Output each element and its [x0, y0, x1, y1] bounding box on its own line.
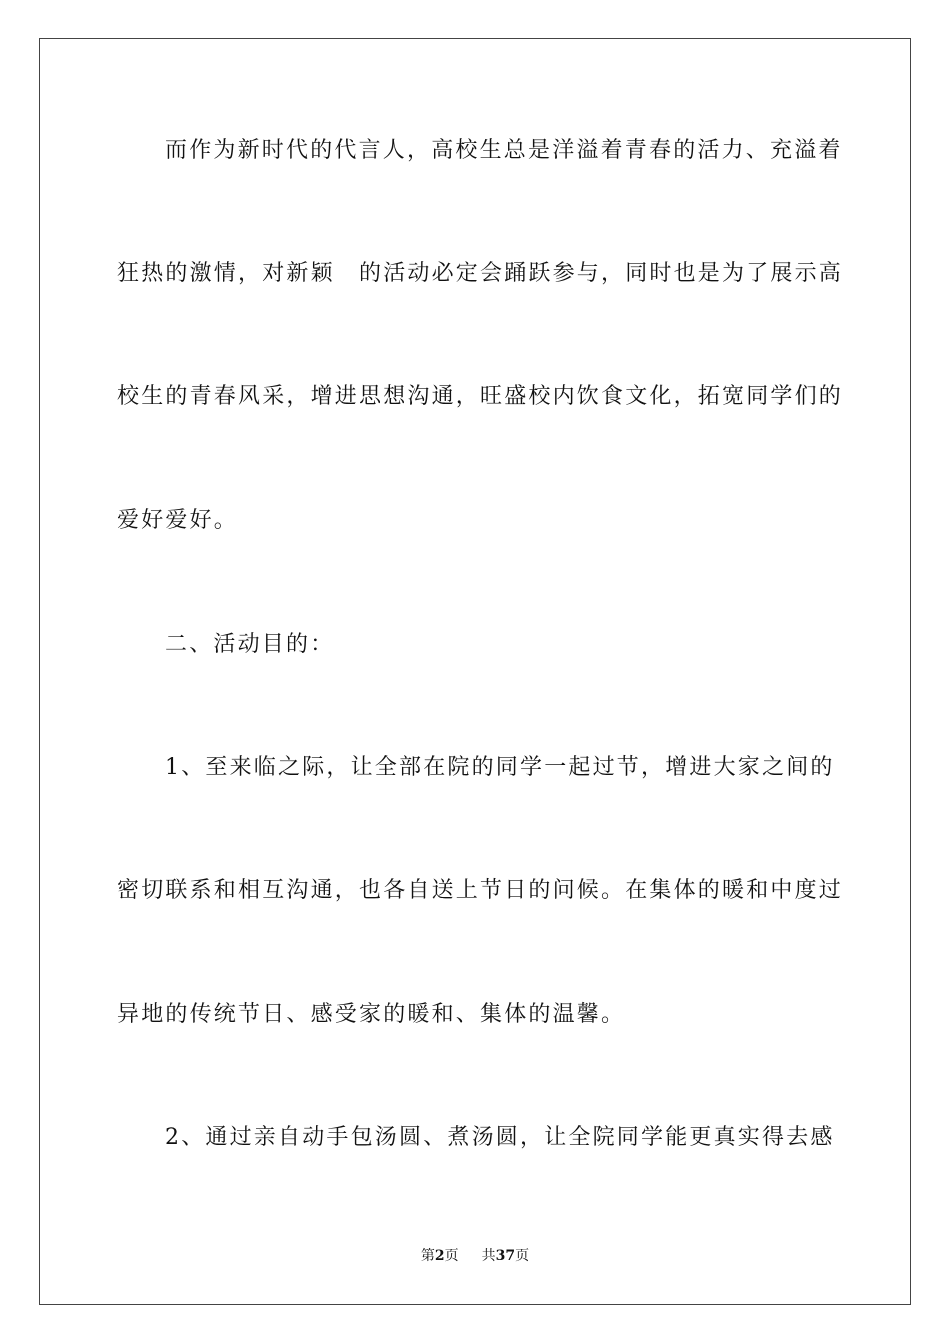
- page-suffix: 页: [444, 1248, 459, 1264]
- paragraph-line: 1、至来临之际，让全部在院的同学一起过节，增进大家之间的: [165, 755, 835, 780]
- page-number: 2: [434, 1248, 445, 1264]
- total-prefix: 共: [481, 1248, 496, 1264]
- paragraph-line: 密切联系和相互沟通，也各自送上节日的问候。在集体的暖和中度过: [117, 878, 844, 903]
- paragraph-line: 而作为新时代的代言人，高校生总是洋溢着青春的活力、充溢着: [165, 138, 843, 163]
- total-suffix: 页: [515, 1248, 530, 1264]
- paragraph-line: 异地的传统节日、感受家的暖和、集体的温馨。: [117, 1002, 626, 1027]
- page-footer: [0, 1246, 950, 1266]
- total-pages: 37: [495, 1248, 516, 1264]
- page-border: [39, 38, 911, 1305]
- paragraph-line: 校生的青春风采，增进思想沟通，旺盛校内饮食文化，拓宽同学们的: [117, 384, 844, 409]
- section-heading: 二、活动目的：: [165, 632, 335, 657]
- paragraph-line: 2、通过亲自动手包汤圆、煮汤圆，让全院同学能更真实得去感: [165, 1125, 835, 1150]
- paragraph-line: 爱好爱好。: [117, 508, 239, 533]
- paragraph-line: 狂热的激情，对新颖 的活动必定会踊跃参与，同时也是为了展示高: [117, 261, 844, 286]
- page-prefix: 第: [420, 1248, 435, 1264]
